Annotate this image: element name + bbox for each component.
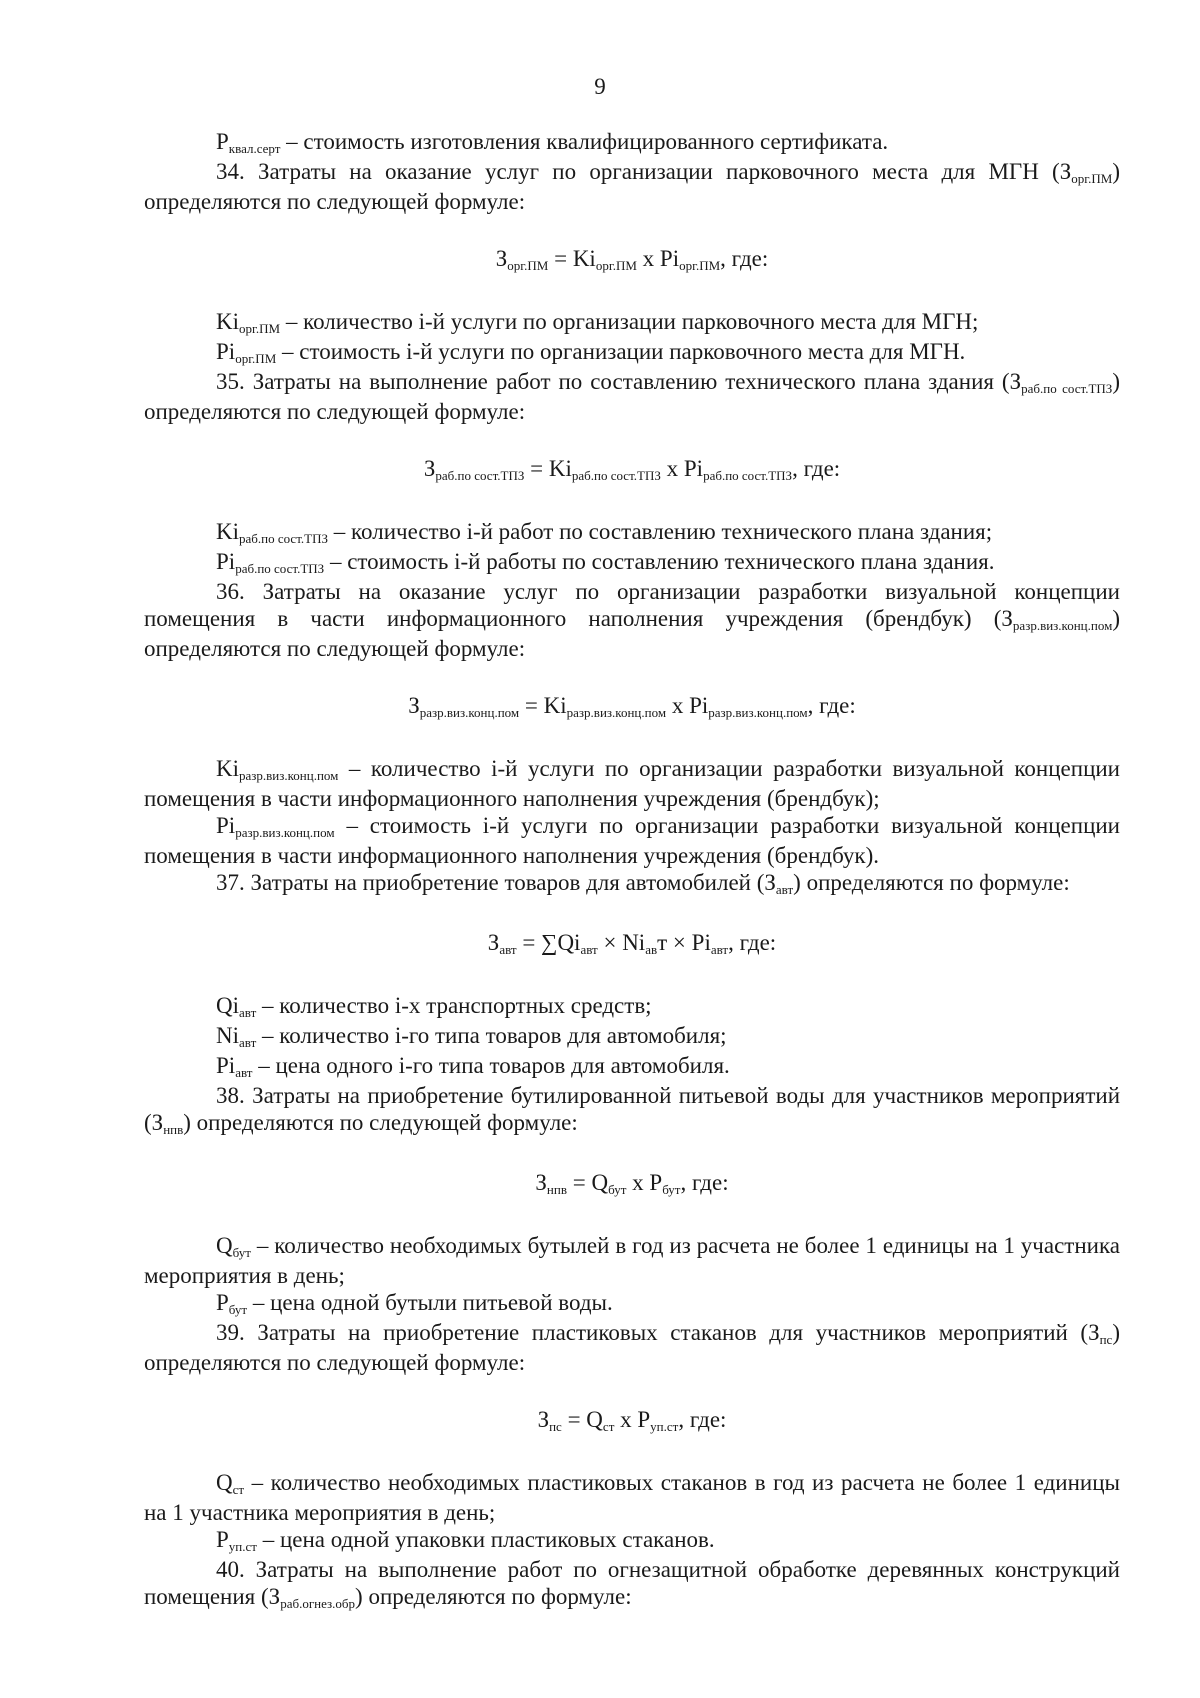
text-run: = Ki bbox=[524, 456, 572, 481]
paragraph bbox=[144, 338, 1120, 368]
text-run: т × Pi bbox=[657, 930, 711, 955]
subscript: орг.ПМ bbox=[239, 321, 281, 336]
text-run: З bbox=[495, 246, 508, 271]
text-run: – цена одной бутыли питьевой воды. bbox=[247, 1290, 613, 1315]
text-run: × Ni bbox=[597, 930, 646, 955]
subscript: бут bbox=[232, 1245, 251, 1260]
text-run: ) определяются по следующей формуле: bbox=[144, 159, 1120, 214]
paragraph bbox=[144, 1052, 1120, 1082]
text-run: – стоимость i-й услуги по организации парковочного места для МГН. bbox=[276, 339, 966, 364]
text-run: ) определяются по следующей формуле: bbox=[144, 606, 1120, 661]
paragraph bbox=[144, 368, 1120, 425]
text-run: x Pi bbox=[666, 693, 709, 718]
subscript: пс bbox=[549, 1419, 562, 1434]
paragraph bbox=[144, 812, 1120, 869]
paragraph bbox=[144, 1022, 1120, 1052]
formula bbox=[144, 692, 1120, 722]
text-run: 36. Затраты на оказание услуг по организации разработки визуальной концепции помещения в части информационного наполнения учреждения (брендбук) (З bbox=[144, 579, 1120, 631]
page-number: 9 bbox=[594, 74, 606, 99]
subscript: бут bbox=[662, 1182, 681, 1197]
paragraph bbox=[144, 158, 1120, 215]
text-run: Ni bbox=[216, 1023, 239, 1048]
text-run: – количество i-го типа товаров для автомобиля; bbox=[256, 1023, 727, 1048]
text-run: З bbox=[423, 456, 436, 481]
paragraph bbox=[144, 1469, 1120, 1526]
text-run: – стоимость i-й услуги по организации разработки визуальной концепции помещения в части информационного наполнения учреждения (брендбук). bbox=[144, 813, 1120, 868]
text-run: ) определяются по формуле: bbox=[793, 870, 1070, 895]
paragraph bbox=[144, 1319, 1120, 1376]
text-run: – количество необходимых бутылей в год из расчета не более 1 единицы на 1 участника мероприятия в день; bbox=[144, 1233, 1120, 1288]
text-run: = ∑Qi bbox=[516, 930, 581, 955]
text-run: ) определяются по формуле: bbox=[355, 1584, 632, 1609]
subscript: раб.по сост.ТПЗ bbox=[235, 561, 325, 576]
paragraph bbox=[144, 518, 1120, 548]
paragraph bbox=[144, 1526, 1120, 1556]
text-run: – стоимость i-й работы по составлению технического плана здания. bbox=[324, 549, 995, 574]
subscript: раб.по сост.ТПЗ bbox=[571, 468, 661, 483]
text-run: ) определяются по следующей формуле: bbox=[144, 369, 1120, 424]
text-run: З bbox=[408, 693, 420, 718]
subscript: авт bbox=[239, 1005, 257, 1020]
text-run: , где: bbox=[680, 1170, 729, 1195]
subscript: авт bbox=[499, 942, 517, 957]
subscript: ст bbox=[602, 1419, 615, 1434]
text-run: = Q bbox=[561, 1407, 603, 1432]
formula bbox=[144, 1406, 1120, 1436]
subscript: орг.ПМ bbox=[595, 258, 637, 273]
text-run: – количество i-й услуги по организации парковочного места для МГН; bbox=[280, 309, 979, 334]
paragraph bbox=[144, 1556, 1120, 1613]
text-run: = Ki bbox=[519, 693, 567, 718]
text-run: Р bbox=[216, 1527, 229, 1552]
paragraph bbox=[144, 992, 1120, 1022]
subscript: разр.виз.конц.пом bbox=[419, 705, 520, 720]
text-run: – стоимость изготовления квалифицированного сертификата. bbox=[280, 129, 889, 154]
formula bbox=[144, 1169, 1120, 1199]
document-body bbox=[144, 128, 1120, 1613]
text-run: Qi bbox=[216, 993, 239, 1018]
subscript: разр.виз.конц.пом bbox=[566, 705, 667, 720]
subscript: разр.виз.конц.пом bbox=[235, 825, 335, 840]
text-run: x Pi bbox=[636, 246, 680, 271]
subscript: бут bbox=[228, 1302, 248, 1317]
text-run: = Ki bbox=[548, 246, 596, 271]
subscript: авт bbox=[580, 942, 598, 957]
subscript: раб.по сост.ТПЗ bbox=[239, 531, 329, 546]
text-run: 35. Затраты на выполнение работ по составлению технического плана здания (З bbox=[216, 369, 1022, 394]
text-run: , где: bbox=[728, 930, 777, 955]
text-run: Q bbox=[216, 1470, 233, 1495]
text-run: Р bbox=[216, 129, 229, 154]
text-run: – цена одного i-го типа товаров для автомобиля. bbox=[252, 1053, 730, 1078]
paragraph bbox=[144, 308, 1120, 338]
text-run: Pi bbox=[216, 549, 236, 574]
subscript: орг.ПМ bbox=[679, 258, 721, 273]
subscript: раб.по сост.ТПЗ bbox=[435, 468, 525, 483]
subscript: разр.виз.конц.пом bbox=[1012, 618, 1113, 633]
text-run: = Q bbox=[566, 1170, 609, 1195]
text-run: Ki bbox=[216, 756, 239, 781]
text-run: , где: bbox=[792, 456, 841, 481]
text-run: Pi bbox=[216, 813, 236, 838]
text-run: З bbox=[535, 1170, 547, 1195]
subscript: раб.по сост.ТПЗ bbox=[703, 468, 793, 483]
subscript: авт bbox=[235, 1065, 253, 1080]
text-run: x Р bbox=[626, 1170, 663, 1195]
subscript: разр.виз.конц.пом bbox=[239, 768, 339, 783]
text-run: 37. Затраты на приобретение товаров для автомобилей (З bbox=[216, 870, 776, 895]
text-run: – количество i-й работ по составлению технического плана здания; bbox=[328, 519, 993, 544]
subscript: орг.ПМ bbox=[1071, 171, 1113, 186]
subscript: авт bbox=[775, 882, 794, 897]
text-run: 40. Затраты на выполнение работ по огнезащитной обработке деревянных конструкций помещения (З bbox=[144, 1557, 1120, 1609]
subscript: нпв bbox=[163, 1122, 184, 1137]
subscript: нпв bbox=[546, 1182, 567, 1197]
text-run: Р bbox=[216, 1290, 229, 1315]
subscript: авт bbox=[239, 1035, 257, 1050]
text-run: Ki bbox=[216, 519, 239, 544]
paragraph bbox=[144, 1082, 1120, 1139]
text-run: Pi bbox=[216, 1053, 236, 1078]
subscript: уп.ст bbox=[650, 1419, 679, 1434]
text-run: , где: bbox=[678, 1407, 727, 1432]
paragraph bbox=[144, 1289, 1120, 1319]
text-run: x Р bbox=[614, 1407, 651, 1432]
text-run: ) определяются по следующей формуле: bbox=[183, 1110, 578, 1135]
text-run: Pi bbox=[216, 339, 236, 364]
text-run: З bbox=[537, 1407, 550, 1432]
text-run: Ki bbox=[216, 309, 239, 334]
text-run: 34. Затраты на оказание услуг по организации парковочного места для МГН (З bbox=[216, 159, 1072, 184]
formula bbox=[144, 929, 1120, 959]
subscript: бут bbox=[608, 1182, 627, 1197]
subscript: раб.по сост.ТПЗ bbox=[1021, 381, 1113, 396]
text-run: , где: bbox=[807, 693, 856, 718]
paragraph bbox=[144, 128, 1120, 158]
subscript: авт bbox=[710, 942, 729, 957]
text-run: , где: bbox=[720, 246, 769, 271]
subscript: уп.ст bbox=[228, 1539, 257, 1554]
subscript: ст bbox=[232, 1482, 245, 1497]
subscript: ав bbox=[645, 942, 658, 957]
subscript: пс bbox=[1099, 1332, 1113, 1347]
subscript: квал.серт bbox=[228, 141, 281, 156]
formula bbox=[144, 455, 1120, 485]
subscript: раб.огнез.обр bbox=[280, 1596, 356, 1611]
text-run: З bbox=[487, 930, 500, 955]
paragraph bbox=[144, 869, 1120, 899]
text-run: ) определяются по следующей формуле: bbox=[144, 1320, 1120, 1375]
formula bbox=[144, 245, 1120, 275]
text-run: x Pi bbox=[660, 456, 704, 481]
text-run: 38. Затраты на приобретение бутилированной питьевой воды для участников мероприятий (З bbox=[144, 1083, 1120, 1135]
text-run: – количество необходимых пластиковых стаканов в год из расчета не более 1 единицы на 1 участника мероприятия в день; bbox=[144, 1470, 1120, 1525]
text-run: 39. Затраты на приобретение пластиковых стаканов для участников мероприятий (З bbox=[216, 1320, 1100, 1345]
subscript: орг.ПМ bbox=[235, 351, 277, 366]
subscript: орг.ПМ bbox=[507, 258, 549, 273]
text-run: – количество i-й услуги по организации разработки визуальной концепции помещения в части информационного наполнения учреждения (брендбук); bbox=[144, 756, 1120, 811]
paragraph bbox=[144, 578, 1120, 662]
subscript: разр.виз.конц.пом bbox=[708, 705, 808, 720]
paragraph bbox=[144, 1232, 1120, 1289]
text-run: Q bbox=[216, 1233, 233, 1258]
text-run: – цена одной упаковки пластиковых стаканов. bbox=[256, 1527, 715, 1552]
text-run: – количество i-х транспортных средств; bbox=[256, 993, 652, 1018]
paragraph bbox=[144, 755, 1120, 812]
paragraph bbox=[144, 548, 1120, 578]
